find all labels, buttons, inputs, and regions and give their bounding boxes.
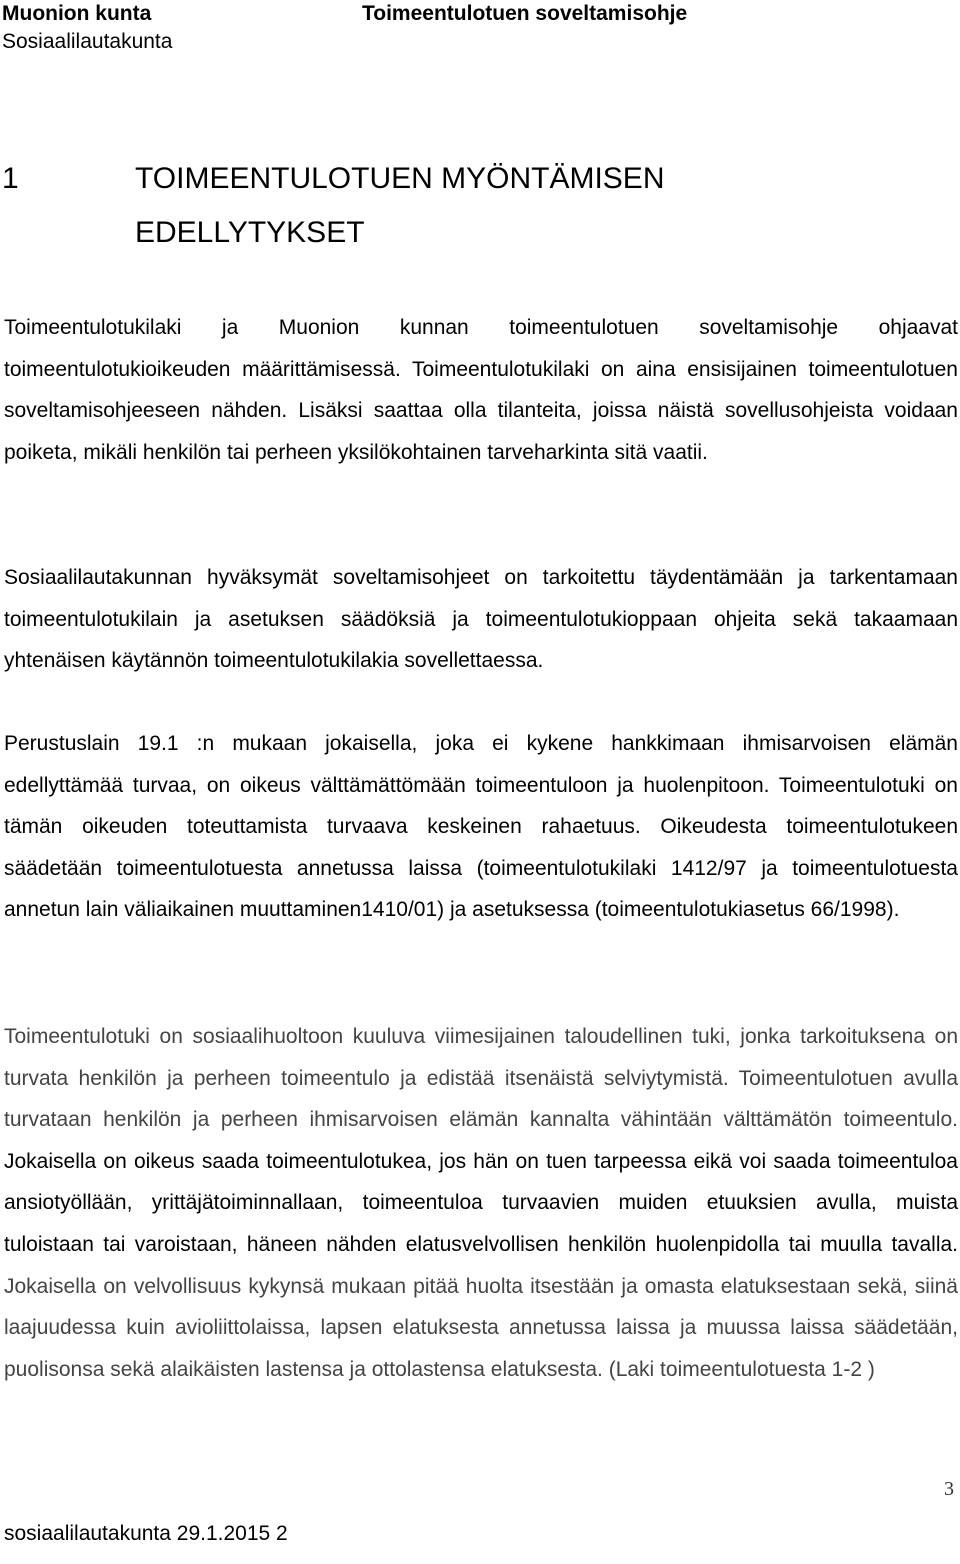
paragraph-income-support-part3: Jokaisella on velvollisuus kykynsä mukaan pitää huolta itsestään ja omasta elatuksestaan sekä, siinä laajuudessa kuin avioliittolaissa, lapsen elatuksesta annetussa laissa ja muussa laissa säädetään, puolisonsa sekä alaikäisten lastensa ja ottolastensa elatuksesta. (Laki toimeentulotuesta 1-2 ) (4, 1274, 958, 1381)
section-number: 1 (2, 162, 19, 195)
paragraph-law-guidance: Toimeentulotukilaki ja Muonion kunnan toimeentulotuen soveltamisohje ohjaavat toimeentulotukioikeuden määrittämisessä. Toimeentulotukilaki on aina ensisijainen toimeentulotuen soveltamisohjeeseen nähden. Lisäksi saattaa olla tilanteita, joissa näistä sovellusohjeista voidaan poiketa, mikäli henkilön tai perheen yksilökohtainen tarveharkinta sitä vaatii. (4, 316, 958, 464)
department-name: Sosiaalilautakunta (2, 30, 173, 53)
paragraph-income-support-part2: Jokaisella on oikeus saada toimeentulotukea, jos hän on tuen tarpeessa eikä voi saada toimeentuloa ansiotyöllään, yrittäjätoiminnallaan, toimeentuloa turvaavien muiden etuuksien avulla, muista tuloistaan tai varoistaan, häneen nähden elatusvelvollisen henkilön huolenpidolla tai muulla tavalla. (4, 1149, 958, 1256)
paragraph-income-support (4, 1016, 958, 1390)
paragraph-constitution: Perustuslain 19.1 :n mukaan jokaisella, joka ei kykene hankkimaan ihmisarvoisen elämän edellyttämää turvaa, on oikeus välttämättömään toimeentuloon ja huolenpitoon. Toimeentulotuki on tämän oikeuden toteuttamista turvaava keskeinen rahaetuus. Oikeudesta toimeentulotukeen säädetään toimeentulotuesta annetussa laissa (toimeentulotukilaki 1412/97 ja toimeentulotuesta annetun lain väliaikainen muuttaminen1410/01) ja asetuksessa (toimeentulotukiasetus 66/1998). (4, 732, 958, 922)
page-number: 3 (944, 1478, 954, 1500)
document-title: Toimeentulotuen soveltamisohje (362, 2, 688, 25)
footer-text: sosiaalilautakunta 29.1.2015 2 (4, 1522, 288, 1545)
paragraph-income-support-part1: Toimeentulotuki on sosiaalihuoltoon kuuluva viimesijainen taloudellinen tuki, jonka tarkoituksena on turvata henkilön ja perheen toimeentulo ja edistää itsenäistä selviytymistä. Toimeentulotuen avulla turvataan henkilön ja perheen ihmisarvoisen elämän kannalta vähintään välttämätön toimeentulo. (4, 1025, 958, 1132)
paragraph-board-guidelines: Sosiaalilautakunnan hyväksymät soveltamisohjeet on tarkoitettu täydentämään ja tarkentamaan toimeentulotukilain ja asetuksen säädöksiä ja toimeentulotukioppaan ohjeita sekä takaamaan yhtenäisen käytännön toimeentulotukilakia sovellettaessa. (4, 566, 958, 673)
section-title: TOIMEENTULOTUEN MYÖNTÄMISEN EDELLYTYKSET (135, 162, 665, 249)
organization-name: Muonion kunta (2, 2, 152, 25)
